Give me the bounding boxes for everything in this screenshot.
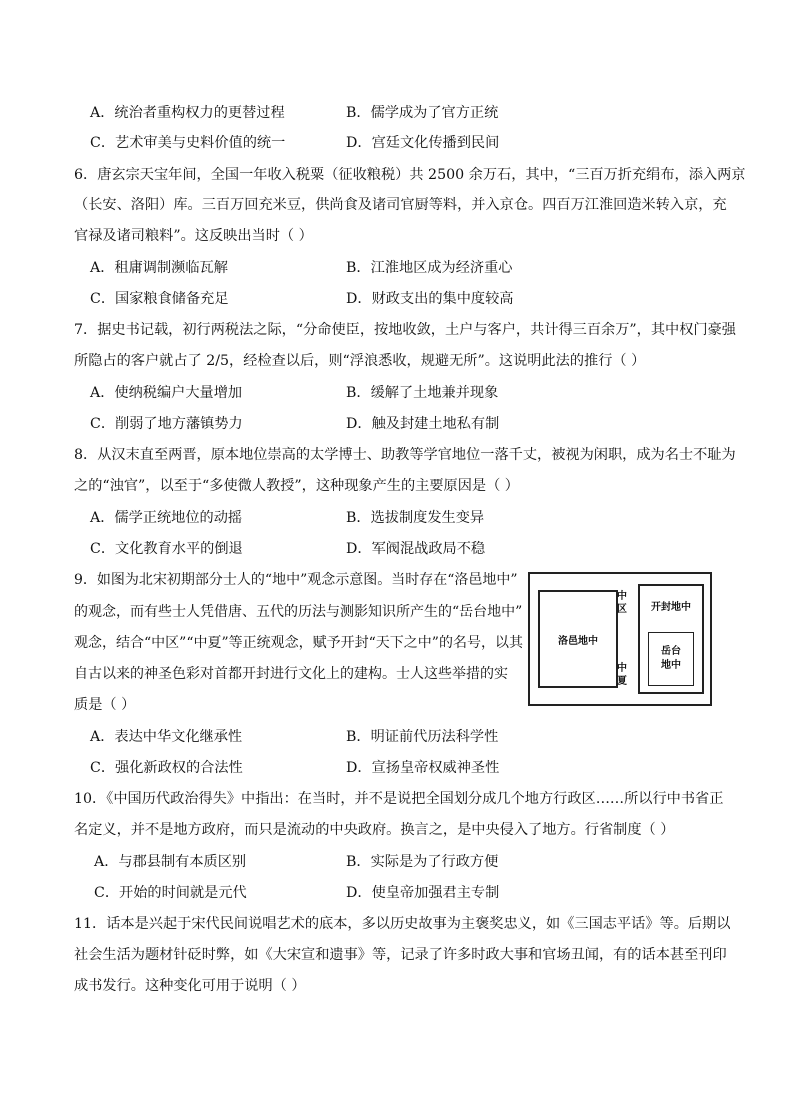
q7-stem-line: 所隐占的客户就占了 2/5，经检查以后，则“浮浪悉收，规避无所”。这说明此法的推行（ ） [74,353,646,369]
q6-option-c: C．国家粮食储备充足 [90,291,229,307]
q10-stem-line: 名定义，并不是地方政府，而只是流动的中央政府。换言之，是中央侵入了地方。行省制度（ ） [74,822,675,838]
q7-option-b: B．缓解了土地兼并现象 [346,385,499,401]
q11-stem-line: 成书发行。这种变化可用于说明（ ） [74,978,306,994]
q5-option-d: D．宫廷文化传播到民间 [346,135,500,151]
center-of-world-diagram [528,572,712,706]
q9-stem-line: 质是（ ） [74,697,136,713]
zhongqu-label: 中区 [617,591,627,615]
q11-stem-line: 11．话本是兴起于宋代民间说唱艺术的底本，多以历史故事为主褒奖忠义，如《三国志平话》等。后期以 [74,916,731,932]
zhongxia-label: 中夏 [617,663,627,687]
q8-option-c: C．文化教育水平的倒退 [90,541,243,557]
kaifeng-center-box [638,584,704,694]
luoyi-center-box [538,590,618,688]
kaifeng-center-label: 开封地中 [651,602,691,613]
q6-stem-line: （长安、洛阳）库。三百万回充米豆，供尚食及诸司官厨等料，并入京仓。四百万江淮回造米转入京，充 [74,197,727,213]
yuetai-center-box [648,632,694,686]
q6-option-b: B．江淮地区成为经济重心 [346,260,513,276]
q7-option-a: A．使纳税编户大量增加 [90,385,243,401]
q8-option-a: A．儒学正统地位的动摇 [90,510,243,526]
q8-stem-line: 8．从汉末直至两晋，原本地位崇高的太学博士、助教等学官地位一落千丈，被视为闲职，成为名士不耻为 [74,447,736,463]
q9-stem-line: 自古以来的神圣色彩对首都开封进行文化上的建构。士人这些举措的实 [74,666,508,682]
q9-option-c: C．强化新政权的合法性 [90,760,243,776]
q10-option-b: B．实际是为了行政方便 [346,854,499,870]
q7-option-c: C．削弱了地方藩镇势力 [90,416,243,432]
q6-stem-line: 6．唐玄宗天宝年间，全国一年收入税粟（征收粮税）共 2500 余万石，其中，“三百万折充绢布，添入两京 [74,167,746,183]
q8-stem-line: 之的“浊官”，以至于“多使微人教授”，这种现象产生的主要原因是（ ） [74,478,519,494]
yuetai-center-label: 岳台 [661,646,681,657]
q6-option-a: A．租庸调制濒临瓦解 [90,260,228,276]
q9-stem-line: 的观念，而有些士人凭借唐、五代的历法与测影知识所产生的“岳台地中” [74,604,523,620]
q10-option-a: A．与郡县制有本质区别 [94,854,247,870]
yuetai-center-label: 地中 [661,660,681,671]
q8-option-b: B．选拔制度发生变异 [346,510,485,526]
q9-option-d: D．宣扬皇帝权威神圣性 [346,760,500,776]
q7-option-d: D．触及封建土地私有制 [346,416,500,432]
q9-option-a: A．表达中华文化继承性 [90,729,243,745]
luoyi-center-label: 洛邑地中 [558,636,598,647]
q6-option-d: D．财政支出的集中度较高 [346,291,514,307]
q8-option-d: D．军阀混战政局不稳 [346,541,486,557]
q10-stem-line: 10．《中国历代政治得失》中指出：在当时，并不是说把全国划分成几个地方行政区……所以行中书省正 [74,791,724,807]
q5-option-b: B．儒学成为了官方正统 [346,105,499,121]
q9-stem-line: 观念，结合“中区”“中夏”等正统观念，赋予开封“天下之中”的名号，以其 [74,635,523,651]
q9-stem-line: 9．如图为北宋初期部分士人的“地中”观念示意图。当时存在“洛邑地中” [74,572,518,588]
q5-option-a: A．统治者重构权力的更替过程 [90,105,285,121]
q6-stem-line: 官禄及诸司粮料”。这反映出当时（ ） [74,228,313,244]
q9-option-b: B．明证前代历法科学性 [346,729,499,745]
q11-stem-line: 社会生活为题材针砭时弊，如《大宋宣和遗事》等，记录了许多时政大事和官场丑闻，有的话本甚至刊印 [74,947,727,963]
q10-option-d: D．使皇帝加强君主专制 [346,885,500,901]
q7-stem-line: 7．据史书记载，初行两税法之际，“分命使臣，按地收敛，土户与客户，共计得三百余万”，其中权门豪强 [74,322,736,338]
q5-option-c: C．艺术审美与史料价值的统一 [90,135,286,151]
q10-option-c: C．开始的时间就是元代 [94,885,247,901]
